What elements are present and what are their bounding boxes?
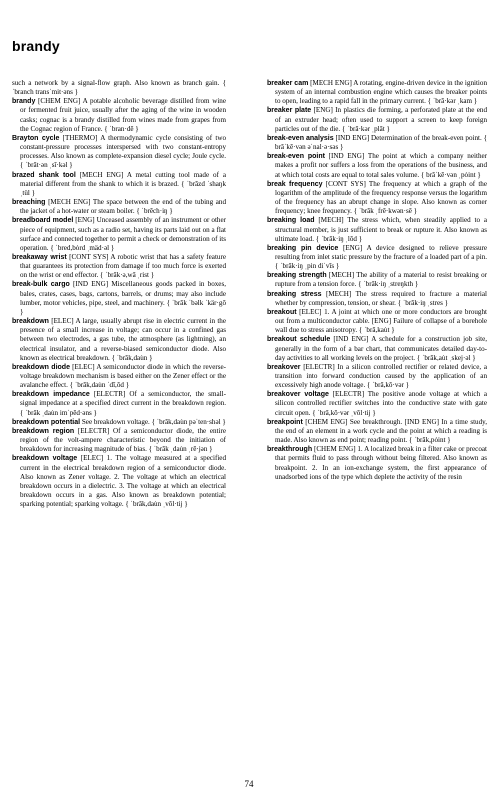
- entry-definition: [CHEM ENG] See breakthrough. [IND ENG] In a time study, the end of an element in a work cycle and the point at which a reading is made. Also known as end point; reading point. { ˈbrāk,pȯint }: [275, 417, 487, 445]
- dictionary-entry: [267, 152, 487, 179]
- entry-headword: breakdown: [12, 318, 49, 326]
- dictionary-entry: [12, 134, 226, 171]
- entry-definition: [THERMO] A thermodynamic cycle consisting of two constant-pressure processes interspersed with two constant-entropy processes. Also known as complete-expansion diesel cycle; Joule cycle. { ˈbrāt·ən ˌsī·kəl }: [20, 133, 226, 170]
- dictionary-entry: [12, 454, 226, 509]
- entry-headword: breakdown impedance: [12, 391, 90, 399]
- entry-definition: See breakdown voltage. { ˈbrāk,dau̇n pəˈten·shəl }: [81, 417, 226, 426]
- dictionary-entry: [267, 290, 487, 308]
- entry-headword: breakaway wrist: [12, 253, 67, 261]
- entry-definition: [ELEC] 1. The voltage measured at a specified current in the electrical breakdown region of a semiconductor diode. Also known as Zener voltage. 2. The voltage at which an electrical breakdown occurs in a dielectric. 3. The voltage at which an electrical breakdown occurs in a gas. Also known as breakdown potential; sparking potential; sparking voltage. { ˈbrāk,dau̇n ˌvōl·tij }: [20, 454, 226, 509]
- entry-headword: breaching: [12, 199, 46, 207]
- entry-definition: [CHEM ENG] 1. A localized break in a filter cake or precoat that permits fluid to pass through without being filtered. Also known as breakpoint. 2. In an ion-exchange system, the first appearance of unadsorbed ions of the type which deplete the activity of the resin: [275, 445, 488, 481]
- guideword-header: brandy: [12, 38, 60, 54]
- dictionary-entry: [267, 271, 487, 289]
- entry-definition: [CONT SYS] A robotic wrist that has a safety feature that guarantees its protection from damage if too much force is exerted on the wrist or end effector. { ˈbrāk·ə,wā ˌrist }: [20, 252, 226, 280]
- entry-definition: [IND ENG] Determination of the break-even point. { brāˈkē·vən əˈnal·ə·səs }: [275, 133, 488, 152]
- entry-definition: [ELECTR] In a silicon controlled rectifier or related device, a transition into forward conduction caused by the application of an excessively high anode voltage. { ˈbrā,kō·vər }: [275, 362, 487, 390]
- entry-definition: [ELEC] A large, usually abrupt rise in electric current in the presence of a small increase in voltage; can occur in a confined gas between two electrodes, a gas tube, the atmosphere (as lightning), an electrical insulator, and a reverse-biased semiconductor diode. Also known as electrical breakdown. { ˈbrāk,dau̇n }: [20, 317, 226, 362]
- entry-definition: [CONT SYS] The frequency at which a graph of the logarithm of the amplitude of the frequency response versus the logarithm of the frequency has an abrupt change in slope. Also known as corner frequency; knee frequency. { ˈbrāk ˌfrē·kwən·sē }: [275, 179, 487, 216]
- entry-headword: brandy: [12, 98, 36, 106]
- entry-definition: [ELEC] A semiconductor diode in which the reverse-voltage breakdown mechanism is based either on the Zener effect or the avalanche effect. { ˈbrāk,dau̇n ˈdī,ōd }: [20, 362, 227, 390]
- entry-definition: [IND ENG] The point at which a company neither makes a profit nor suffers a loss from the operations of the business, and at which total costs are equal to total sales volume. { brāˈkē·vən ˌpȯint }: [275, 152, 488, 179]
- entry-definition: [MECH] The stress required to fracture a material whether by compression, tension, or shear. { ˈbrāk·iŋ ˌstres }: [275, 289, 488, 307]
- entry-headword: brazed shank tool: [12, 171, 76, 179]
- entry-headword: break-bulk cargo: [12, 281, 70, 289]
- dictionary-entry: [267, 418, 487, 445]
- entry-definition: such a network by a signal-flow graph. Also known as branch gain. { ˈbranch transˈmit·əns }: [12, 79, 226, 97]
- entry-headword: breakpoint: [267, 418, 303, 426]
- dictionary-entry: [12, 253, 226, 280]
- dictionary-entry: [12, 363, 226, 390]
- dictionary-entry: [267, 390, 487, 417]
- entry-headword: Brayton cycle: [12, 134, 60, 142]
- entry-headword: breakdown potential: [12, 418, 81, 426]
- entry-headword: break-even point: [267, 153, 325, 161]
- entry-definition: [IND ENG] Miscellaneous goods packed in boxes, bales, crates, cases, bags, cartons, barrels, or drums; may also include lumber, motor vehicles, pipe, steel, and machinery. { ˈbrāk ˈbəlk ˈkär·gō }: [20, 280, 226, 316]
- entry-definition: [IND ENG] A schedule for a construction job site, generally in the form of a bar chart, that communicates detailed day-to-day activities to all working levels on the project. { ˈbrāk,au̇t ˌskej·əl }: [275, 335, 487, 362]
- entry-headword: breakdown voltage: [12, 455, 78, 463]
- entry-definition: [MECH] The ability of a material to resist breaking or rupture from a tension force. { ˈbrāk·iŋ ˌstreŋkth }: [275, 271, 487, 289]
- entry-headword: breadboard model: [12, 217, 74, 225]
- dictionary-entry: [267, 106, 487, 133]
- right-column: [267, 79, 487, 482]
- entry-definition: [ENG] A device designed to relieve pressure resulting from inlet static pressure by the fracture of a loaded part of a pin. { ˈbrāk·iŋ ˌpin diˈvīs }: [275, 243, 488, 271]
- dictionary-entry: [267, 180, 487, 217]
- entry-headword: breakout schedule: [267, 336, 331, 344]
- entry-headword: breakdown region: [12, 427, 75, 435]
- dictionary-entry: [267, 216, 487, 243]
- entry-definition: [CHEM ENG] A potable alcoholic beverage distilled from wine or fermented fruit juice, usually after the aging of the wine in wooden casks; cognac is a brandy distilled from wines made from grapes from the Cognac region of France. { ˈbran·dē }: [20, 97, 226, 133]
- dictionary-entry: [12, 79, 226, 97]
- dictionary-entry: [12, 317, 226, 363]
- dictionary-entry: [267, 244, 487, 271]
- dictionary-entry: [267, 134, 487, 152]
- dictionary-entry: [12, 390, 226, 417]
- dictionary-entry: [267, 308, 487, 335]
- entry-headword: breaker plate: [267, 107, 312, 115]
- entry-headword: breakout: [267, 308, 297, 316]
- dictionary-entry: [12, 427, 226, 454]
- entry-headword: breakover: [267, 363, 301, 371]
- entry-definition: [MECH ENG] A metal cutting tool made of a material different from the shank to which it is brazed. { ˈbrāzd ˈshaŋk ˌtül }: [20, 170, 226, 197]
- entry-headword: breakover voltage: [267, 391, 329, 399]
- page-number: 74: [244, 779, 254, 789]
- dictionary-entry: [12, 171, 226, 198]
- entry-definition: [ELECTR] The positive anode voltage at which a silicon controlled rectifier switches into the conductive state with gate circuit open. { ˈbrā,kō·vər ˌvōl·tij }: [275, 390, 487, 417]
- entry-headword: breaking strength: [267, 272, 327, 280]
- entry-headword: breakdown diode: [12, 363, 70, 371]
- dictionary-entry: [267, 363, 487, 390]
- dictionary-entry: [12, 97, 226, 134]
- entry-definition: [ELECTR] Of a semiconductor diode, the entire region of the volt-ampere characteristic beyond the initiation of breakdown for increasing magnitude of bias. { ˈbrāk ˌdau̇n ˌrē·jən }: [20, 426, 226, 454]
- entry-definition: [ELEC] 1. A joint at which one or more conductors are brought out from a multiconductor cable. [ENG] Failure of collapse of a borehole wall due to stress anisotropy. { ˈbrā,kau̇t }: [275, 307, 487, 335]
- entry-headword: breaker cam: [267, 80, 309, 87]
- entry-definition: [ENG] Unceased assembly of an instrument or other piece of equipment, such as a radio set, having its parts laid out on a flat surface and connected together to permit a check or demonstration of its operation. { ˈbred,bȯrd ˌmäd·əl }: [20, 216, 226, 252]
- dictionary-entry: [12, 280, 226, 317]
- left-column: [12, 79, 226, 509]
- entry-headword: breaking stress: [267, 290, 322, 298]
- entry-headword: breaking pin device: [267, 244, 339, 252]
- dictionary-entry: [12, 198, 226, 216]
- dictionary-entry: [267, 335, 487, 362]
- entry-headword: break-even analysis: [267, 134, 334, 142]
- entry-definition: [MECH ENG] The space between the end of the tubing and the jacket of a hot-water or steam boiler. { ˈbrēch·iŋ }: [20, 198, 226, 216]
- entry-headword: breaking load: [267, 217, 315, 225]
- dictionary-entry: [267, 79, 487, 106]
- entry-definition: [MECH] The stress which, when steadily applied to a structural member, is just sufficient to break or rupture it. Also known as ultimate load. { ˈbrāk·iŋ ˌlōd }: [275, 216, 487, 243]
- dictionary-entry: [12, 418, 226, 427]
- entry-definition: [ENG] In plastics die forming, a perforated plate at the end of an extruder head; often used to support a screen to keep foreign particles out of the die. { ˈbrā·kər ˌplāt }: [275, 106, 487, 133]
- entry-headword: breakthrough: [267, 446, 313, 454]
- entry-headword: break frequency: [267, 180, 323, 188]
- dictionary-entry: [267, 445, 487, 482]
- dictionary-entry: [12, 216, 226, 253]
- entry-definition: [MECH ENG] A rotating, engine-driven device in the ignition system of an internal combustion engine which causes the breaker points to open, leading to a rapid fall in the primary current. { ˈbrā·kər ˌkam }: [275, 79, 487, 106]
- entry-definition: [ELECTR] Of a semiconductor, the small-signal impedance at a specified direct current in the breakdown region. { ˈbrāk ˌdau̇n imˈpēd·əns }: [20, 390, 226, 417]
